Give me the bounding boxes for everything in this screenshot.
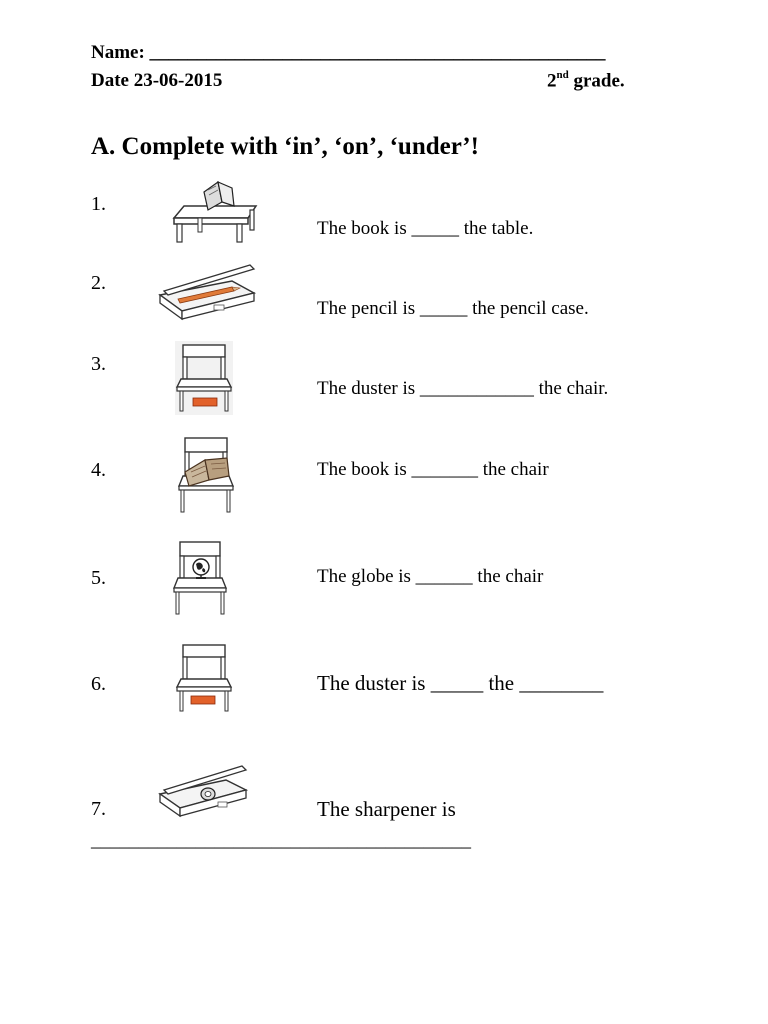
grade-number: 2: [547, 70, 557, 92]
name-field-label: Name: ________________________________________________: [91, 42, 606, 63]
exercise-sentence: The pencil is _____ the pencil case.: [317, 298, 589, 319]
grade-word: grade.: [568, 70, 625, 92]
section-title: A. Complete with ‘in’, ‘on’, ‘under’!: [91, 133, 479, 160]
answer-line: ________________________________________: [91, 830, 471, 851]
exercise-sentence: The duster is _____ the ________: [317, 671, 604, 695]
exercise-number: 7.: [91, 798, 106, 820]
date-label: Date 23-06-2015: [91, 70, 223, 91]
exercise-number: 4.: [91, 459, 106, 481]
globe-on-chair-icon: [170, 540, 230, 618]
grade-suffix: nd: [556, 69, 569, 81]
pencil-in-case-icon: [156, 261, 258, 323]
exercise-sentence: The sharpener is: [317, 797, 456, 821]
exercise-sentence: The globe is ______ the chair: [317, 566, 544, 587]
duster-under-chair-icon: [175, 641, 233, 715]
grade-label: [547, 70, 625, 92]
exercise-sentence: The book is _______ the chair: [317, 459, 549, 480]
exercise-number: 1.: [91, 193, 106, 215]
book-on-table-icon: [170, 178, 262, 244]
sharpener-in-case-icon: [156, 762, 250, 820]
book-on-chair-icon: [175, 436, 237, 516]
exercise-sentence: The duster is ____________ the chair.: [317, 378, 609, 399]
exercise-number: 5.: [91, 567, 106, 589]
exercise-sentence: The book is _____ the table.: [317, 218, 534, 239]
exercise-number: 2.: [91, 272, 106, 294]
duster-under-chair-icon: [175, 341, 233, 415]
exercise-number: 3.: [91, 353, 106, 375]
exercise-number: 6.: [91, 673, 106, 695]
